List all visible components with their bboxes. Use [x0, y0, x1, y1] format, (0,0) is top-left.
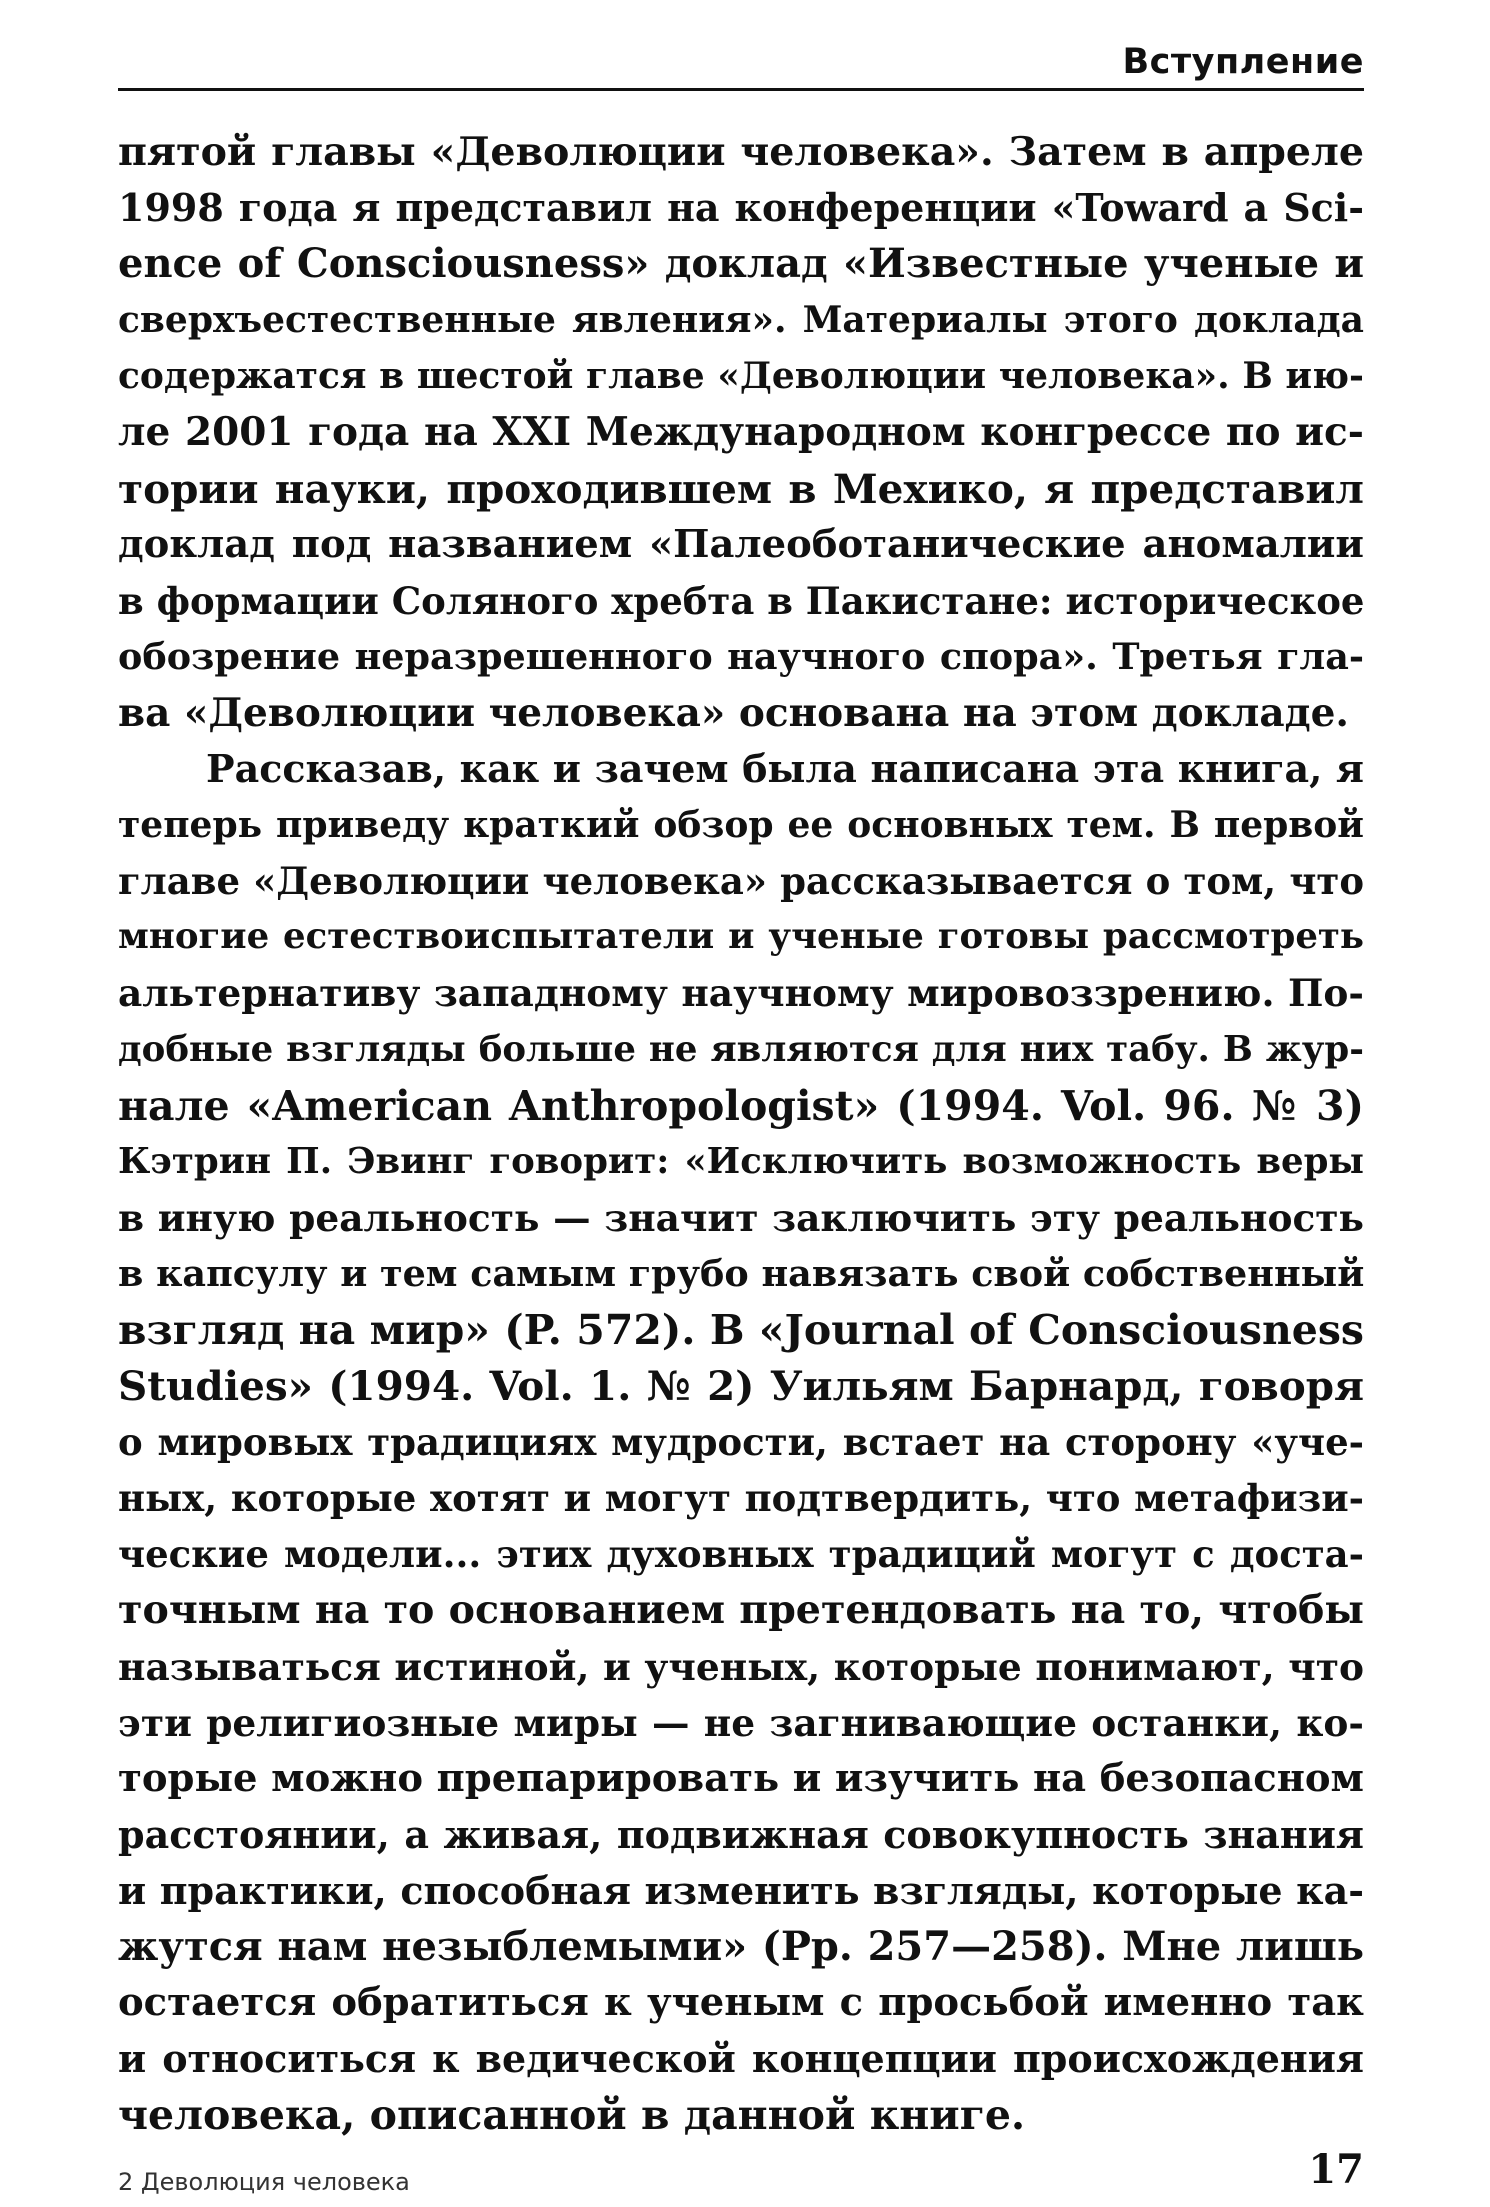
text-line: сверхъестественные явления». Материалы этого доклада: [118, 299, 1364, 342]
running-head-title: Вступление: [1122, 42, 1364, 82]
text-line: ва «Деволюции человека» основана на этом докладе.: [118, 689, 1349, 736]
text-line: жутся нам незыблемыми» (Pp. 257—258). Мне лишь: [118, 1923, 1364, 1970]
text-line: Кэтрин П. Эвинг говорит: «Исключить возможность веры: [118, 1140, 1364, 1182]
text-line: добные взгляды больше не являются для них табу. В жур-: [118, 1028, 1364, 1070]
text-line: тории науки, проходившем в Мехико, я представил: [118, 464, 1364, 513]
paragraph: [118, 124, 1364, 741]
text-line: содержатся в шестой главе «Деволюции человека». В ию-: [118, 355, 1364, 398]
running-head: [118, 38, 1364, 86]
printer-signature: 2 Деволюция человека: [118, 2168, 410, 2196]
text-line: альтернативу западному научному мировоззрению. По-: [118, 971, 1364, 1016]
text-line: ных, которые хотят и могут подтвердить, что метафизи-: [118, 1476, 1364, 1521]
text-line: и относиться к ведической концепции происхождения: [118, 2036, 1364, 2082]
page-number: 17: [1308, 2146, 1364, 2193]
text-line: торые можно препарировать и изучить на безопасном: [118, 1755, 1364, 1801]
text-line: главе «Деволюции человека» рассказывается о том, что: [118, 859, 1364, 904]
text-line: в капсулу и тем самым грубо навязать свой собственный: [118, 1251, 1364, 1295]
text-line: обозрение неразрешенного научного спора». Третья гла-: [118, 634, 1364, 678]
text-line: ческие модели... этих духовных традиций могут с доста-: [118, 1532, 1364, 1577]
text-line: расстоянии, а живая, подвижная совокупность знания: [118, 1811, 1364, 1857]
text-line: в формации Соляного хребта в Пакистане: историческое: [118, 578, 1364, 623]
text-line: эти религиозные миры — не загнивающие останки, ко-: [118, 1700, 1364, 1745]
text-line: о мировых традициях мудрости, встает на сторону «уче-: [118, 1420, 1364, 1465]
text-line: ence of Consciousness» доклад «Известные ученые и: [118, 240, 1364, 288]
text-line: называться истиной, и ученых, которые понимают, что: [118, 1644, 1364, 1689]
text-line: человека, описанной в данной книге.: [118, 2091, 1026, 2140]
text-line: точным на то основанием претендовать на то, чтобы: [118, 1587, 1364, 1634]
text-line: теперь приведу краткий обзор ее основных тем. В первой: [118, 804, 1364, 847]
text-line: и практики, способная изменить взгляды, которые ка-: [118, 1867, 1364, 1913]
text-line: Рассказав, как и зачем была написана эта книга, я: [206, 746, 1364, 792]
text-line: в иную реальность — значит заключить эту реальность: [118, 1195, 1364, 1240]
header-rule: [118, 88, 1364, 91]
body-text: [118, 124, 1364, 2143]
text-line: Studies» (1994. Vol. 1. № 2) Уильям Барнард, говоря: [118, 1362, 1364, 1411]
text-line: ле 2001 года на XXI Международном конгрессе по ис-: [118, 409, 1364, 456]
text-line: доклад под названием «Палеоботанические аномалии: [118, 521, 1364, 567]
text-line: остается обратиться к ученым с просьбой именно так: [118, 1980, 1364, 2026]
text-line: взгляд на мир» (P. 572). В «Journal of Consciousness: [118, 1305, 1364, 1354]
text-line: 1998 года я представил на конференции «Toward a Sci-: [118, 185, 1364, 231]
text-line: многие естествоиспытатели и ученые готовы рассмотреть: [118, 916, 1364, 958]
text-line: нале «American Anthropologist» (1994. Vol. 96. № 3): [118, 1081, 1364, 1130]
text-line: пятой главы «Деволюции человека». Затем в апреле: [118, 129, 1364, 175]
paragraph: [118, 741, 1364, 2143]
